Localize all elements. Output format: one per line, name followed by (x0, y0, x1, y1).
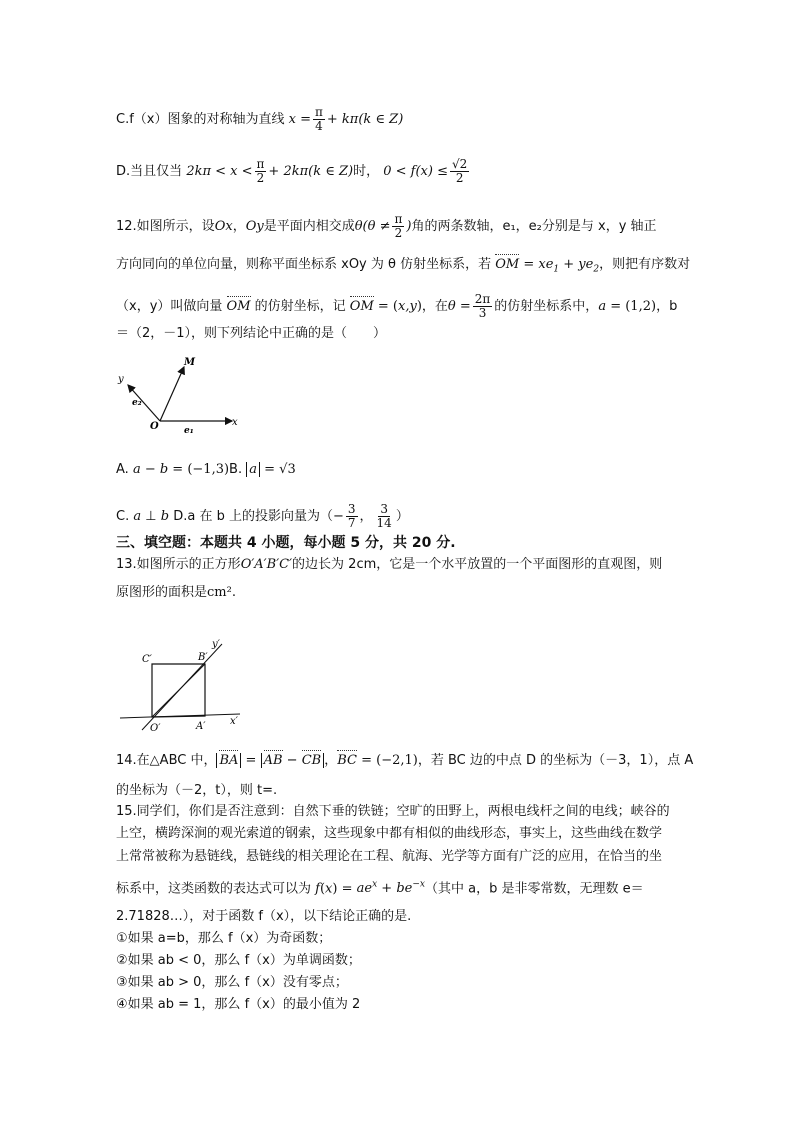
q12-options-ab: A. a − b = (−1,3)B. a = √3 (116, 462, 296, 477)
diagonal (152, 664, 205, 717)
q15-line-2: 上空，横跨深涧的观光索道的钢索，这些现象中都有相似的曲线形态，事实上，这些曲线在数学 (116, 826, 663, 841)
q15-line-3: 上常常被称为悬链线，悬链线的相关理论在工程、航海、光学等方面有广泛的应用，在恰当的坐 (116, 849, 663, 864)
q15-line-4: 标系中，这类函数的表达式可以为 $f(x) = ae^x + be^{-x}$（其中 a，b 是非零常数，无理数 e＝ (116, 880, 644, 897)
q15-item-3: ③如果 ab > 0，那么 f（x）没有零点； (116, 975, 348, 990)
label-b: B′ (198, 652, 208, 663)
q12-options-cd: C. a ⊥ b D.a 在 b 上的投影向量为（− $\frac{3}{7}$ ， $\frac{3}{14}$ ） (116, 502, 409, 530)
q12-line-4: ＝（2，－1），则下列结论中正确的是（ ） (116, 326, 387, 341)
q13-figure (112, 632, 247, 736)
q14-line-2: 的坐标为（－2，t），则 t=. (116, 783, 278, 798)
label-x: x (232, 417, 238, 428)
q11-option-d: D.当且仅当 2kπ < x < $\frac{\pi}{2}$ + 2kπ(k ∈ Z)时， 0 < f(x) ≤ $\frac{√2}{2}$ (116, 157, 468, 185)
q15-item-4: ④如果 ab = 1，那么 f（x）的最小值为 2 (116, 997, 361, 1012)
label-y-prime: y′ (212, 639, 220, 650)
om-vector (160, 367, 184, 421)
label-a: A′ (196, 721, 206, 732)
label-e2: e₂ (132, 398, 142, 408)
label-x-prime: x′ (230, 716, 238, 727)
q12-figure (112, 355, 252, 440)
q15-item-2: ②如果 ab < 0，那么 f（x）为单调函数； (116, 953, 361, 968)
section-3-title: 三、填空题：本题共 4 小题，每小题 5 分，共 20 分. (116, 535, 456, 551)
q12-line-2: 方向同向的单位向量，则称平面坐标系 xOy 为 θ 仿射坐标系，若 OM = $xe_1 + ye_2$，则把有序数对 (116, 257, 691, 275)
q11-option-c: C.f（x）图象的对称轴为直线 x = $\frac{\pi}{4}$ + kπ(k ∈ Z) (116, 105, 404, 133)
label-y: y (118, 374, 124, 385)
q13-line-1: 13.如图所示的正方形O′A′B′C′的边长为 2cm，它是一个水平放置的一个平面图形的直观图，则 (116, 557, 663, 572)
label-c: C′ (142, 654, 152, 665)
q13-line-2: 原图形的面积是cm². (116, 585, 236, 600)
label-e1: e₁ (184, 426, 194, 436)
q14-line-1: 14.在△ABC 中， BA = AB − CB ，BC = (−2,1)，若 BC 边的中点 D 的坐标为（－3，1），点 A (116, 753, 694, 768)
q12-line-1: 12.如图所示，设Ox，Oy是平面内相交成θ(θ ≠ $\frac{\pi}{2}$ )角的两条数轴，e₁，e₂分别是与 x，y 轴正 (116, 212, 657, 240)
label-o-prime: O′ (150, 723, 161, 734)
q15-line-5: 2.71828…），对于函数 f（x），以下结论正确的是. (116, 909, 412, 924)
q15-item-1: ①如果 a=b，那么 f（x）为奇函数； (116, 931, 332, 946)
label-o: O (150, 421, 159, 432)
q15-line-1: 15.同学们，你们是否注意到：自然下垂的铁链；空旷的田野上，两根电线杆之间的电线；峡谷的 (116, 804, 670, 819)
q12-line-3: （x，y）叫做向量 OM 的仿射坐标，记 OM = (x,y)，在θ = $\frac{2\pi}{3}$ 的仿射坐标系中，a = (1,2)，b (116, 292, 678, 320)
label-m: M (184, 357, 196, 368)
